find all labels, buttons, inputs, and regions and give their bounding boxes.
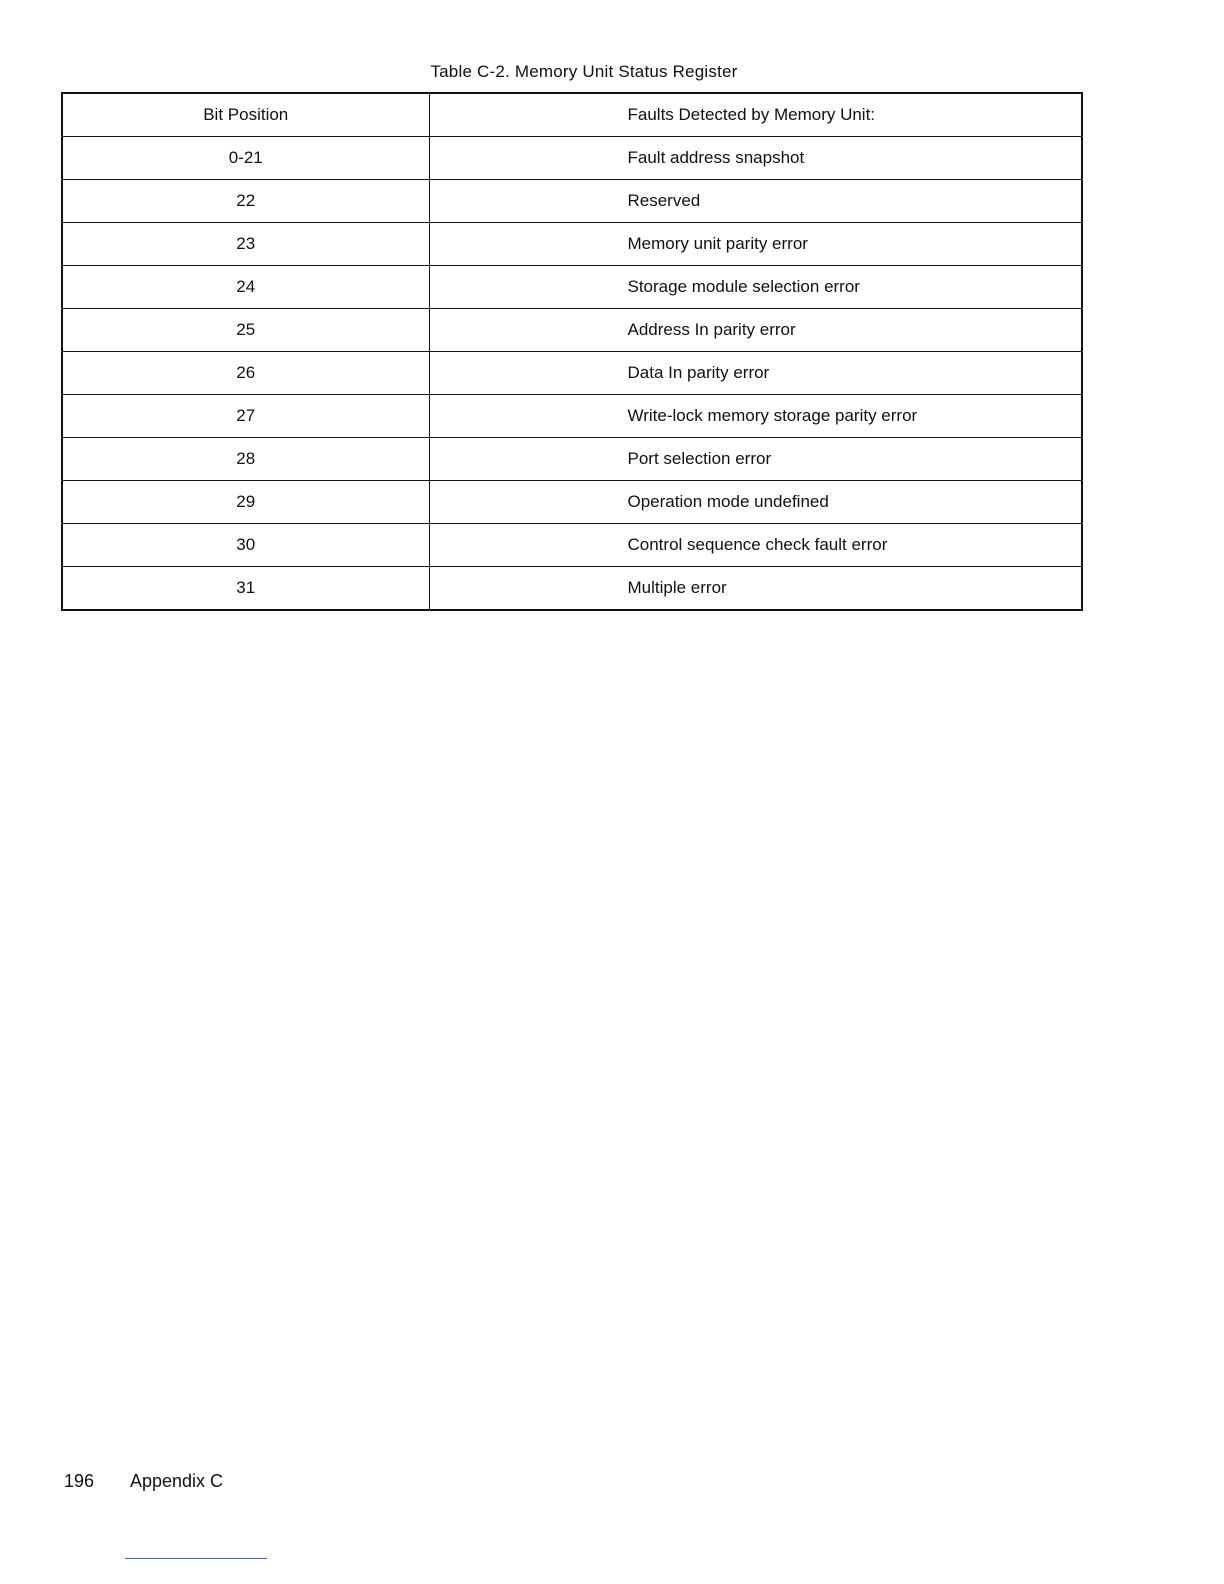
header-faults-detected: Faults Detected by Memory Unit: [429, 93, 1082, 137]
bit-cell: 29 [62, 481, 429, 524]
bit-cell: 0-21 [62, 137, 429, 180]
page-number: 196 [64, 1471, 95, 1491]
table-row [62, 180, 1082, 223]
memory-unit-status-table [61, 92, 1083, 611]
table-row [62, 223, 1082, 266]
bit-cell: 23 [62, 223, 429, 266]
bit-cell: 28 [62, 438, 429, 481]
table-row [62, 137, 1082, 180]
bit-cell: 27 [62, 395, 429, 438]
table-row [62, 395, 1082, 438]
bit-cell: 26 [62, 352, 429, 395]
fault-cell: Data In parity error [429, 352, 1082, 395]
bit-cell: 22 [62, 180, 429, 223]
fault-cell: Reserved [429, 180, 1082, 223]
table-row [62, 266, 1082, 309]
table-row [62, 524, 1082, 567]
table-row [62, 438, 1082, 481]
fault-cell: Address In parity error [429, 309, 1082, 352]
table-row [62, 481, 1082, 524]
table-row [62, 567, 1082, 611]
fault-cell: Multiple error [429, 567, 1082, 611]
bit-cell: 30 [62, 524, 429, 567]
section-label: Appendix C [130, 1471, 224, 1491]
fault-cell: Fault address snapshot [429, 137, 1082, 180]
fault-cell: Memory unit parity error [429, 223, 1082, 266]
page-footer [64, 1471, 223, 1492]
fault-cell: Operation mode undefined [429, 481, 1082, 524]
fault-cell: Storage module selection error [429, 266, 1082, 309]
table-caption: Table C-2. Memory Unit Status Register [430, 62, 738, 81]
fault-cell: Write-lock memory storage parity error [429, 395, 1082, 438]
fault-cell: Control sequence check fault error [429, 524, 1082, 567]
bit-cell: 31 [62, 567, 429, 611]
bit-cell: 25 [62, 309, 429, 352]
table-row [62, 309, 1082, 352]
bottom-rule [125, 1558, 267, 1559]
bit-cell: 24 [62, 266, 429, 309]
table-row [62, 352, 1082, 395]
table-header-row [62, 93, 1082, 137]
fault-cell: Port selection error [429, 438, 1082, 481]
header-bit-position: Bit Position [62, 93, 429, 137]
